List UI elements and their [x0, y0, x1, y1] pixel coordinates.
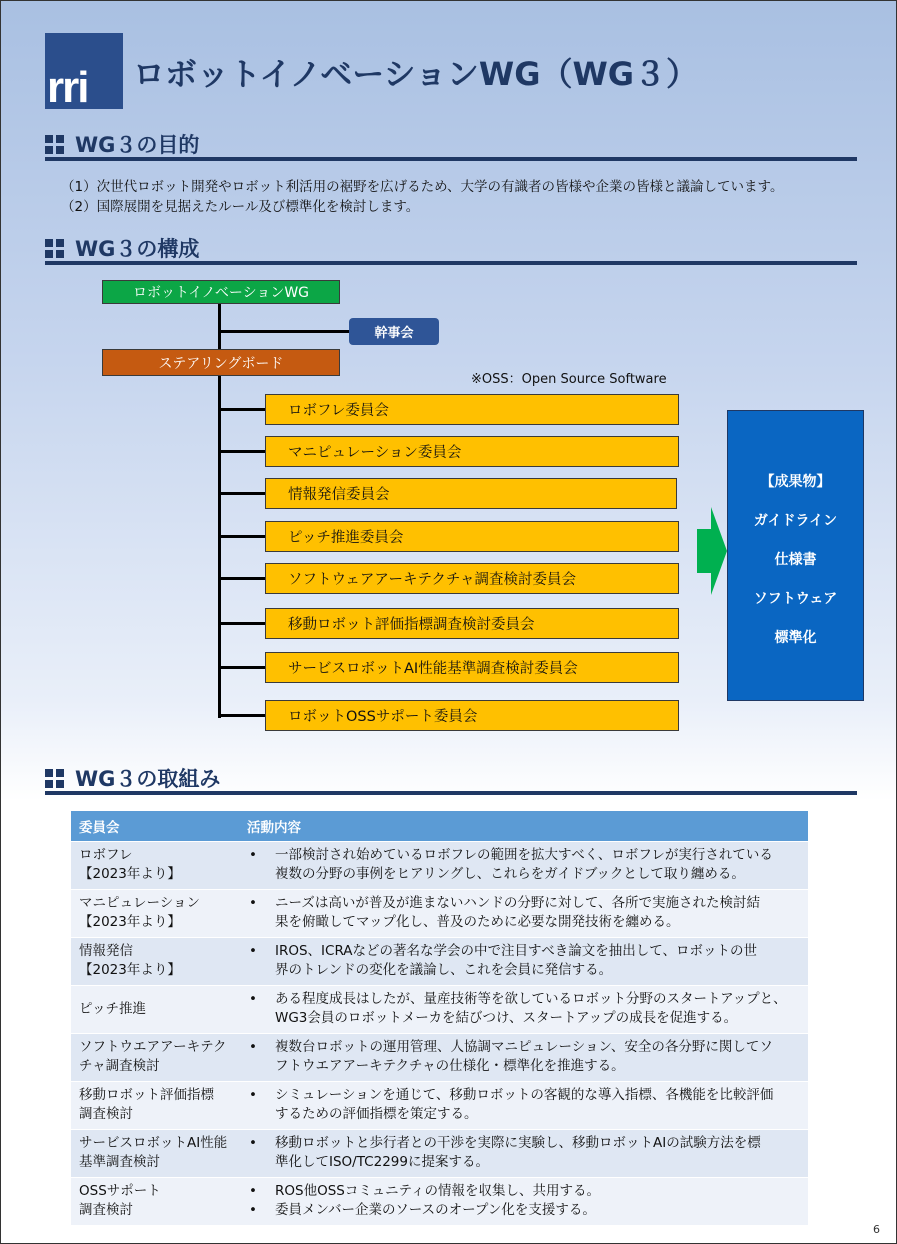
table-row [71, 1081, 808, 1129]
activity-cell [239, 1129, 808, 1177]
committee-box: サービスロボットAI性能基準調査検討委員会 [265, 652, 679, 683]
committee-box: 移動ロボット評価指標調査検討委員会 [265, 608, 679, 639]
connector-line [218, 714, 266, 717]
committee-name-line: 調査検討 [79, 1106, 133, 1122]
committee-name-line: 情報発信 [79, 943, 133, 959]
connector-line [218, 535, 266, 538]
committee-cell [71, 841, 239, 889]
table-row [71, 1177, 808, 1225]
result-item: 仕様書 [774, 552, 817, 568]
bullet-icon: • [249, 847, 257, 863]
committee-name-line: サービスロボットAI性能 [79, 1135, 228, 1151]
grid-bullet-icon [45, 135, 65, 155]
connector-line [218, 304, 221, 349]
activity-cell [239, 1177, 808, 1225]
section-title: WG３の目的 [75, 133, 200, 157]
activity-text-line: シミュレーションを通じて、移動ロボットの客観的な導入指標、各機能を比較評価 [275, 1087, 774, 1103]
activity-text-line: 界のトレンドの変化を議論し、これを会員に発信する。 [275, 962, 613, 978]
committee-cell [71, 889, 239, 937]
results-box [727, 410, 864, 701]
table-row [71, 937, 808, 985]
result-item: ガイドライン [753, 513, 838, 529]
activity-text-line: IROS、ICRAなどの著名な学会の中で注目すべき論文を抽出して、ロボットの世 [275, 943, 757, 959]
bullet-icon: • [249, 1202, 257, 1219]
connector-line [218, 666, 266, 669]
logo-text: rri [47, 63, 88, 112]
bullet-icon: • [249, 1135, 257, 1151]
purpose-item: （2）国際展開を見据えたルール及び標準化を検討します。 [61, 199, 420, 215]
committee-cell [71, 1081, 239, 1129]
committee-name-line: 【2023年より】 [79, 914, 181, 930]
activity-item [247, 1086, 800, 1124]
table-body [71, 841, 808, 1225]
bullet-icon: • [249, 1039, 257, 1055]
bullet-icon: • [249, 991, 257, 1007]
committee-cell [71, 985, 239, 1033]
table-row [71, 841, 808, 889]
committee-name-line: ロボフレ [79, 847, 133, 863]
committee-name-line: ソフトウエアアーキテク [79, 1039, 227, 1055]
table-row [71, 889, 808, 937]
committee-box: ロボットOSSサポート委員会 [265, 700, 679, 731]
page-title: ロボットイノベーションWG（WG３） [133, 55, 699, 93]
org-box-secretariat: 幹事会 [349, 318, 439, 345]
table-row [71, 985, 808, 1033]
org-box-wg: ロボットイノベーションWG [102, 280, 340, 304]
purpose-item: （1）次世代ロボット開発やロボット利活用の裾野を広げるため、大学の有識者の皆様や企業の皆様と議論しています。 [61, 179, 784, 195]
committee-box: 情報発信委員会 [265, 478, 677, 509]
committee-box: マニピュレーション委員会 [265, 436, 679, 467]
table-row [71, 1033, 808, 1081]
connector-line [218, 450, 266, 453]
activity-text-line: WG3会員のロボットメーカを結びつけ、スタートアップの成長を促進する。 [275, 1010, 738, 1026]
activity-text-line: ROS他OSSコミュニティの情報を収集し、共用する。 [275, 1183, 600, 1200]
activity-text-line: 複数の分野の事例をヒアリングし、これらをガイドブックとして取り纏める。 [275, 866, 745, 882]
oss-note: ※OSS：Open Source Software [471, 372, 667, 387]
section-header-structure [45, 229, 857, 265]
activity-item [247, 1038, 800, 1076]
bullet-icon: • [249, 1087, 257, 1103]
committee-box: ピッチ推進委員会 [265, 521, 679, 552]
activity-cell [239, 889, 808, 937]
activity-item [247, 1182, 800, 1201]
connector-line [218, 330, 350, 333]
activity-cell [239, 1033, 808, 1081]
committee-name-line: マニピュレーション [79, 895, 200, 911]
bullet-icon: • [249, 895, 257, 911]
committee-cell [71, 937, 239, 985]
activity-text-line: するための評価指標を策定する。 [275, 1106, 478, 1122]
connector-line [218, 577, 266, 580]
rri-logo [45, 33, 123, 112]
activity-text-line: 委員メンバー企業のソースのオープン化を支援する。 [275, 1202, 596, 1219]
grid-bullet-icon [45, 769, 65, 789]
section-title: WG３の取組み [75, 767, 221, 791]
activity-item [247, 1134, 800, 1172]
committee-cell [71, 1177, 239, 1225]
committee-cell [71, 1033, 239, 1081]
bullet-icon: • [249, 1183, 257, 1200]
activity-cell [239, 985, 808, 1033]
committee-name-line: 【2023年より】 [79, 962, 181, 978]
activity-item [247, 942, 800, 980]
activity-text-line: 準化してISO/TC2299に提案する。 [275, 1154, 489, 1170]
activity-text-line: 一部検討され始めているロボフレの範囲を拡大すべく、ロボフレが実行されている [275, 847, 773, 863]
activity-text-line: 複数台ロボットの運用管理、人協調マニピュレーション、安全の各分野に関してソ [275, 1039, 773, 1055]
results-heading: 【成果物】 [760, 474, 831, 490]
activity-text-line: 移動ロボットと歩行者との干渉を実際に実験し、移動ロボットAIの試験方法を標 [275, 1135, 761, 1151]
org-box-steering: ステアリングボード [102, 349, 340, 376]
activity-text-line: フトウエアアーキテクチャの仕様化・標準化を推進する。 [275, 1058, 625, 1074]
activity-text-line: ある程度成長はしたが、量産技術等を欲しているロボット分野のスタートアップと、 [275, 991, 787, 1007]
result-item: 標準化 [774, 630, 817, 646]
activity-item [247, 894, 800, 932]
section-header-activities [45, 759, 857, 795]
column-header-activity: 活動内容 [239, 811, 808, 841]
page-number: 6 [873, 1223, 880, 1236]
grid-bullet-icon [45, 239, 65, 259]
activity-item [247, 846, 800, 884]
committee-name-line: 基準調査検討 [79, 1154, 160, 1170]
table-header-row [71, 811, 808, 841]
activity-text-line: 果を俯瞰してマップ化し、普及のために必要な開発技術を纏める。 [275, 914, 680, 930]
section-header-purpose [45, 125, 857, 161]
committee-box: ロボフレ委員会 [265, 394, 679, 425]
section-title: WG３の構成 [75, 237, 200, 261]
connector-line [218, 622, 266, 625]
committee-name-line: 調査検討 [79, 1202, 133, 1219]
activity-cell [239, 937, 808, 985]
committee-box: ソフトウェアアーキテクチャ調査検討委員会 [265, 563, 679, 594]
committee-name-line: 移動ロボット評価指標 [79, 1087, 214, 1103]
connector-line [218, 492, 266, 495]
activity-item [247, 1201, 800, 1220]
activity-cell [239, 1081, 808, 1129]
committee-name-line: チャ調査検討 [79, 1058, 160, 1074]
right-arrow-icon [697, 507, 727, 595]
table-row [71, 1129, 808, 1177]
committee-name-line: ピッチ推進 [79, 1000, 146, 1017]
connector-line [218, 408, 266, 411]
activities-table [71, 811, 808, 1225]
committee-cell [71, 1129, 239, 1177]
committee-name-line: OSSサポート [79, 1183, 161, 1200]
activity-item [247, 990, 800, 1028]
activity-text-line: ニーズは高いが普及が進まないハンドの分野に対して、各所で実施された検討結 [275, 895, 761, 911]
bullet-icon: • [249, 943, 257, 959]
result-item: ソフトウェア [753, 591, 838, 607]
column-header-committee: 委員会 [71, 811, 239, 841]
committee-name-line: 【2023年より】 [79, 866, 181, 882]
activity-cell [239, 841, 808, 889]
